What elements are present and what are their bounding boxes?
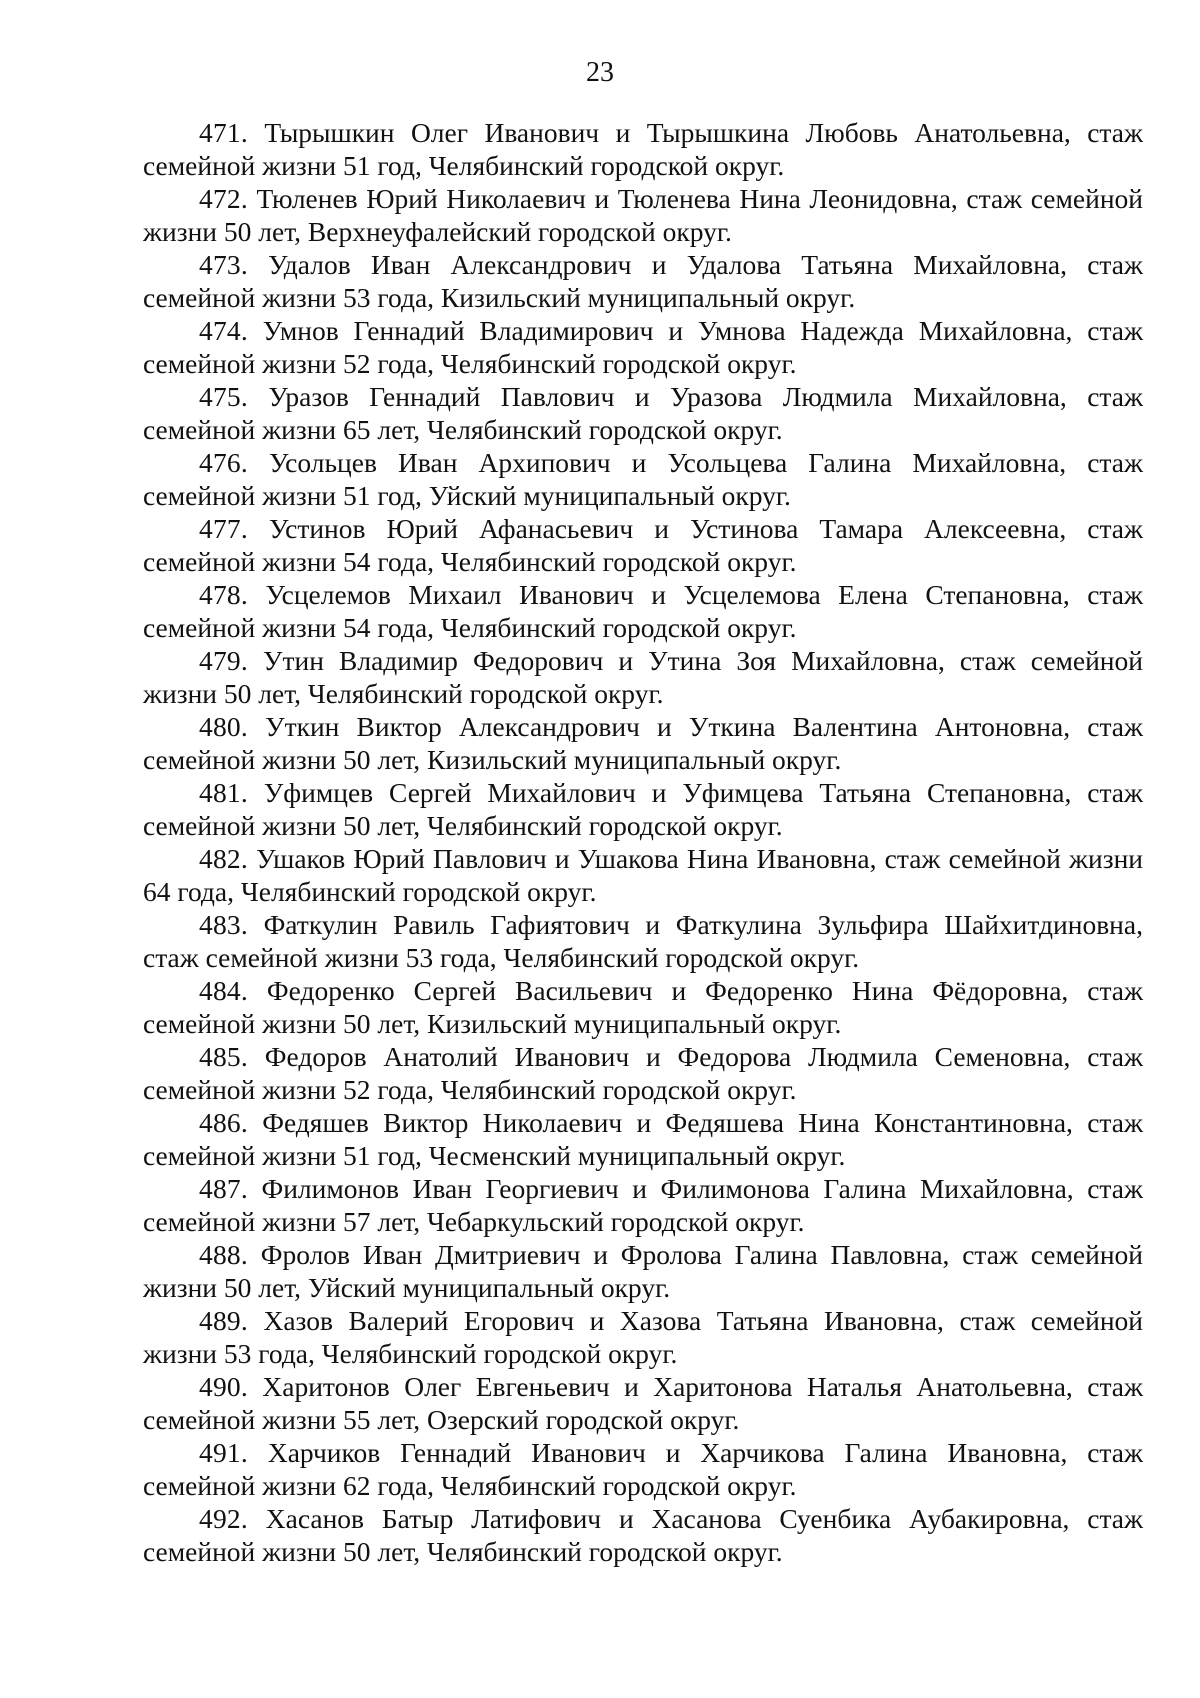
entry-text: Усольцев Иван Архипович и Усольцева Галина Михайловна, стаж семейной жизни 51 год, Уйский муниципальный округ. — [143, 447, 1143, 511]
entry-text: Хазов Валерий Егорович и Хазова Татьяна Ивановна, стаж семейной жизни 53 года, Челябинский городской округ. — [143, 1305, 1144, 1369]
entry-number: 473. — [199, 249, 248, 280]
list-item — [143, 710, 1143, 776]
list-item — [143, 842, 1143, 908]
list-item — [143, 1436, 1143, 1502]
list-item — [143, 314, 1143, 380]
list-item — [143, 116, 1143, 182]
entry-number: 475. — [199, 381, 248, 412]
entry-number: 478. — [199, 579, 248, 610]
list-item — [143, 248, 1143, 314]
entry-number: 487. — [199, 1173, 248, 1204]
entry-text: Усцелемов Михаил Иванович и Усцелемова Елена Степановна, стаж семейной жизни 54 года, Челябинский городской округ. — [143, 579, 1143, 643]
page-number: 23 — [586, 57, 614, 88]
entry-text: Фаткулин Равиль Гафиятович и Фаткулина Зульфира Шайхитдиновна, стаж семейной жизни 53 года, Челябинский городской округ. — [143, 909, 1143, 973]
entry-text: Уфимцев Сергей Михайлович и Уфимцева Татьяна Степановна, стаж семейной жизни 50 лет, Челябинский городской округ. — [143, 777, 1144, 841]
entry-text: Федяшев Виктор Николаевич и Федяшева Нина Константиновна, стаж семейной жизни 51 год, Чесменский муниципальный округ. — [143, 1107, 1143, 1171]
entry-text: Федоров Анатолий Иванович и Федорова Людмила Семеновна, стаж семейной жизни 52 года, Челябинский городской округ. — [143, 1041, 1144, 1105]
list-item — [143, 1238, 1143, 1304]
list-item — [143, 578, 1143, 644]
list-item — [143, 1370, 1143, 1436]
entry-text: Федоренко Сергей Васильевич и Федоренко Нина Фёдоровна, стаж семейной жизни 50 лет, Кизильский муниципальный округ. — [143, 975, 1144, 1039]
entries-list — [143, 116, 1143, 1568]
entry-text: Филимонов Иван Георгиевич и Филимонова Галина Михайловна, стаж семейной жизни 57 лет, Чебаркульский городской округ. — [143, 1173, 1143, 1237]
entry-number: 490. — [199, 1371, 248, 1402]
list-item — [143, 644, 1143, 710]
entry-number: 486. — [199, 1107, 248, 1138]
list-item — [143, 182, 1143, 248]
entry-text: Ушаков Юрий Павлович и Ушакова Нина Ивановна, стаж семейной жизни 64 года, Челябинский городской округ. — [143, 843, 1143, 907]
list-item — [143, 1502, 1143, 1568]
entry-text: Устинов Юрий Афанасьевич и Устинова Тамара Алексеевна, стаж семейной жизни 54 года, Челябинский городской округ. — [143, 513, 1144, 577]
entry-text: Удалов Иван Александрович и Удалова Татьяна Михайловна, стаж семейной жизни 53 года, Кизильский муниципальный округ. — [143, 249, 1143, 313]
entry-number: 474. — [199, 315, 248, 346]
entry-number: 479. — [199, 645, 248, 676]
list-item — [143, 446, 1143, 512]
entry-text: Хасанов Батыр Латифович и Хасанова Суенбика Аубакировна, стаж семейной жизни 50 лет, Челябинский городской округ. — [143, 1503, 1144, 1567]
entry-number: 483. — [199, 909, 248, 940]
entry-number: 481. — [199, 777, 248, 808]
entry-text: Фролов Иван Дмитриевич и Фролова Галина Павловна, стаж семейной жизни 50 лет, Уйский муниципальный округ. — [143, 1239, 1143, 1303]
list-item — [143, 1106, 1143, 1172]
entry-number: 476. — [199, 447, 248, 478]
entry-number: 471. — [199, 117, 248, 148]
entry-number: 484. — [199, 975, 248, 1006]
entry-number: 488. — [199, 1239, 248, 1270]
entry-text: Харчиков Геннадий Иванович и Харчикова Галина Ивановна, стаж семейной жизни 62 года, Челябинский городской округ. — [143, 1437, 1143, 1501]
entry-number: 482. — [199, 843, 248, 874]
list-item — [143, 776, 1143, 842]
entry-text: Умнов Геннадий Владимирович и Умнова Надежда Михайловна, стаж семейной жизни 52 года, Челябинский городской округ. — [143, 315, 1144, 379]
entry-text: Утин Владимир Федорович и Утина Зоя Михайловна, стаж семейной жизни 50 лет, Челябинский городской округ. — [143, 645, 1143, 709]
list-item — [143, 512, 1143, 578]
list-item — [143, 1040, 1143, 1106]
entry-text: Уразов Геннадий Павлович и Уразова Людмила Михайловна, стаж семейной жизни 65 лет, Челябинский городской округ. — [143, 381, 1143, 445]
entry-number: 477. — [199, 513, 248, 544]
entry-number: 472. — [199, 183, 248, 214]
entry-number: 492. — [199, 1503, 248, 1534]
entry-text: Уткин Виктор Александрович и Уткина Валентина Антоновна, стаж семейной жизни 50 лет, Кизильский муниципальный округ. — [143, 711, 1143, 775]
entry-number: 485. — [199, 1041, 248, 1072]
entry-number: 491. — [199, 1437, 248, 1468]
list-item — [143, 974, 1143, 1040]
entry-number: 480. — [199, 711, 248, 742]
entry-number: 489. — [199, 1305, 248, 1336]
list-item — [143, 1304, 1143, 1370]
entry-text: Харитонов Олег Евгеньевич и Харитонова Наталья Анатольевна, стаж семейной жизни 55 лет, Озерский городской округ. — [143, 1371, 1144, 1435]
list-item — [143, 1172, 1143, 1238]
list-item — [143, 908, 1143, 974]
entry-text: Тюленев Юрий Николаевич и Тюленева Нина Леонидовна, стаж семейной жизни 50 лет, Верхнеуфалейский городской округ. — [143, 183, 1144, 247]
entry-text: Тырышкин Олег Иванович и Тырышкина Любовь Анатольевна, стаж семейной жизни 51 год, Челябинский городской округ. — [143, 117, 1143, 181]
list-item — [143, 380, 1143, 446]
